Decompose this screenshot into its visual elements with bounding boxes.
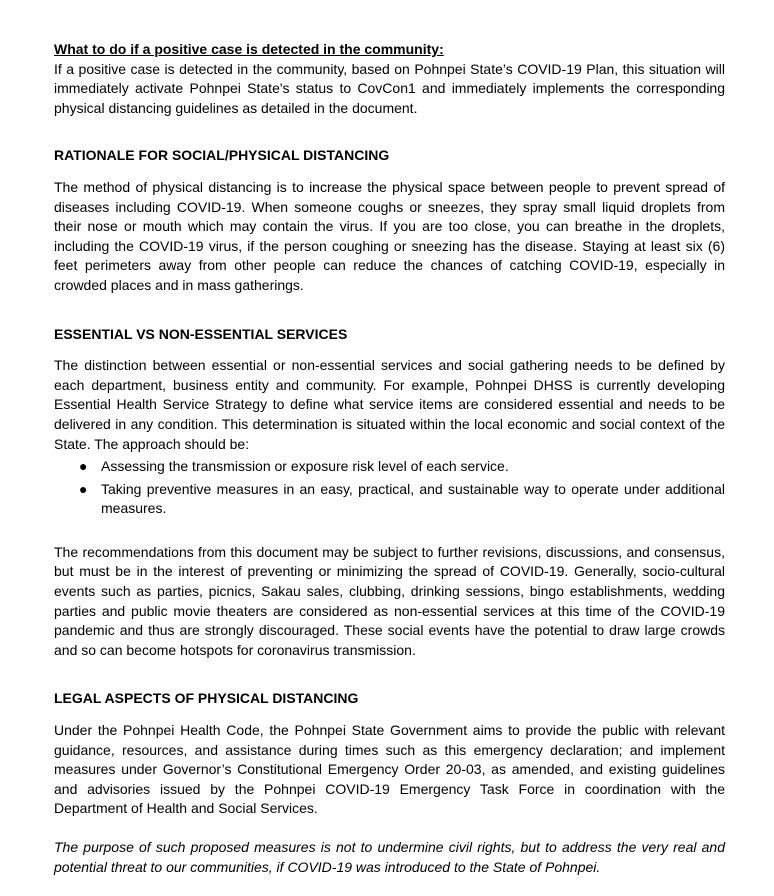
purpose-statement: The purpose of such proposed measures is not to undermine civil rights, but to address the very real and potential threat to our communities, if COVID-19 was introduced to the State of Pohnpei. (54, 839, 725, 875)
list-item-text: Taking preventive measures in an easy, practical, and sustainable way to operate under additional measures. (101, 480, 725, 517)
list-item (54, 457, 725, 477)
list-item-text: Assessing the transmission or exposure risk level of each service. (101, 458, 509, 475)
list-item (54, 480, 725, 519)
recommendations-paragraph: The recommendations from this document may be subject to further revisions, discussions, and consensus, but must be in the interest of preventing or minimizing the spread of COVID-19. Generally, socio-cultural events such as parties, picnics, Sakau sales, clubbing, drinking sessions, bingo establishments, wedding parties and public movie theaters are considered as non-essential services at this time of the COVID-19 pandemic and thus are strongly discouraged. These social events have the potential to draw large crowds and so can become hotspots for coronavirus transmission. (54, 543, 725, 658)
legal-paragraph: Under the Pohnpei Health Code, the Pohnpei State Government aims to provide the public with relevant guidance, resources, and assistance during times such as this emergency declaration; and implement measures under Governor’s Constitutional Emergency Order 20-03, as amended, and existing guidelines and advisories issued by the Pohnpei COVID-19 Emergency Task Force in coordination with the Department of Health and Social Services. (54, 722, 725, 817)
essential-heading: ESSENTIAL VS NON-ESSENTIAL SERVICES (54, 325, 348, 342)
approach-list (54, 457, 725, 519)
essential-paragraph: The distinction between essential or non-essential services and social gathering needs to be defined by each department, business entity and community. For example, Pohnpei DHSS is currently developing Essential Health Service Strategy to define what service items are considered essential and needs to be delivered in any condition. This determination is situated within the local economic and social context of the State. The approach should be: (54, 357, 725, 452)
document-page (54, 40, 725, 877)
bullet-icon: ● (79, 480, 88, 497)
intro-heading: What to do if a positive case is detected in the community: (54, 41, 444, 57)
legal-heading: LEGAL ASPECTS OF PHYSICAL DISTANCING (54, 690, 359, 707)
intro-paragraph: If a positive case is detected in the community, based on Pohnpei State’s COVID-19 Plan, this situation will immediately activate Pohnpei State's status to CovCon1 and immediately implements the corresponding physical distancing guidelines as detailed in the document. (54, 60, 725, 116)
bullet-icon: ● (79, 458, 88, 475)
rationale-paragraph: The method of physical distancing is to increase the physical space between people to prevent spread of diseases including COVID-19. When someone coughs or sneezes, they spray small liquid droplets from their nose or mouth which may contain the virus. If you are too close, you can breathe in the droplets, including the COVID-19 virus, if the person coughing or sneezing has the disease. Staying at least six (6) feet perimeters away from other people can reduce the chances of catching COVID-19, especially in crowded places and in mass gatherings. (54, 178, 725, 293)
rationale-heading: RATIONALE FOR SOCIAL/PHYSICAL DISTANCING (54, 147, 390, 164)
